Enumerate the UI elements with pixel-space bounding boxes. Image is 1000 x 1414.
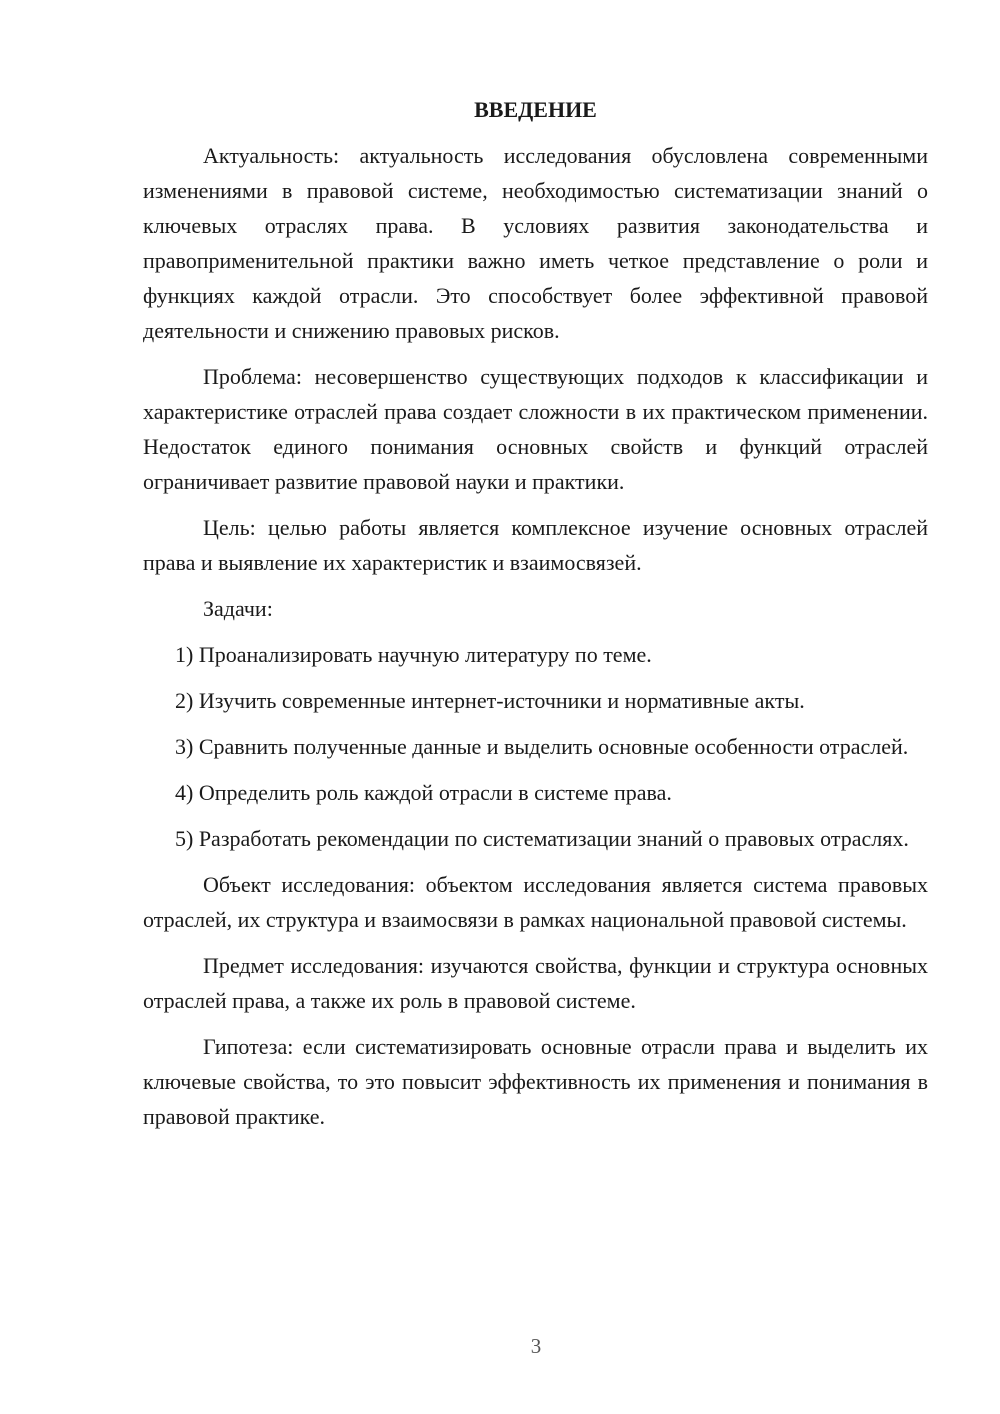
paragraph-problem: Проблема: несовершенство существующих подходов к классификации и характеристике отраслей права создает сложности в их практическом применении. Недостаток единого понимания основных свойств и функций отраслей ограничивает развитие правовой науки и практики. (143, 364, 928, 494)
page-number: 3 (530, 1334, 542, 1358)
task-item-5: 5) Разработать рекомендации по систематизации знаний о правовых отраслях. (175, 826, 909, 851)
paragraph-subject: Предмет исследования: изучаются свойства, функции и структура основных отраслей права, а также их роль в правовой системе. (143, 953, 928, 1013)
tasks-heading: Задачи: (203, 596, 273, 621)
document-page (143, 92, 928, 1145)
task-item-4: 4) Определить роль каждой отрасли в системе права. (175, 780, 672, 805)
section-title: ВВЕДЕНИЕ (474, 97, 597, 122)
paragraph-hypothesis: Гипотеза: если систематизировать основные отрасли права и выделить их ключевые свойства, то это повысит эффективность их применения и понимания в правовой практике. (143, 1034, 928, 1129)
paragraph-object: Объект исследования: объектом исследования является система правовых отраслей, их структура и взаимосвязи в рамках национальной правовой системы. (143, 872, 928, 932)
task-item-2: 2) Изучить современные интернет-источники и нормативные акты. (175, 688, 805, 713)
paragraph-goal: Цель: целью работы является комплексное изучение основных отраслей права и выявление их характеристик и взаимосвязей. (143, 515, 928, 575)
task-item-3: 3) Сравнить полученные данные и выделить основные особенности отраслей. (175, 734, 909, 759)
paragraph-relevance: Актуальность: актуальность исследования обусловлена современными изменениями в правовой системе, необходимостью систематизации знаний о ключевых отраслях права. В условиях развития законодательства и правоприменительной практики важно иметь четкое представление о роли и функциях каждой отрасли. Это способствует более эффективной правовой деятельности и снижению правовых рисков. (143, 143, 928, 343)
task-item-1: 1) Проанализировать научную литературу по теме. (175, 642, 652, 667)
